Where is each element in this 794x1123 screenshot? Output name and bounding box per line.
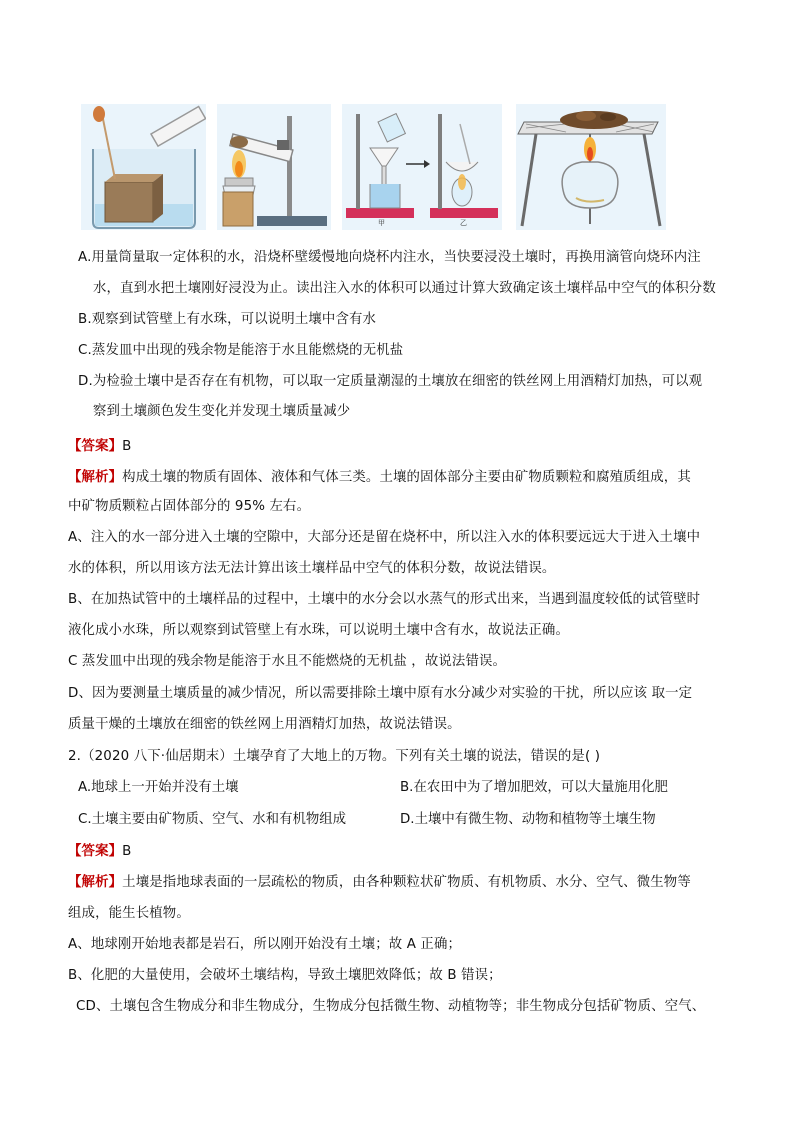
q1-option-c: C.蒸发皿中出现的残余物是能溶于水且能燃烧的无机盐: [78, 343, 404, 358]
analysis-tag: 【解析】: [68, 470, 123, 485]
q1-analysis-b-line1: B、在加热试管中的土壤样品的过程中，土壤中的水分会以水蒸气的形式出来，当遇到温度较低的试管壁时: [68, 592, 701, 607]
heated-tube-figure: [217, 104, 331, 230]
q2-analysis-line2: 组成，能生长植物。: [68, 906, 190, 921]
q2-analysis-b-line: B、化肥的大量使用，会破坏土壤结构，导致土壤肥效降低；故 B 错误；: [68, 968, 502, 983]
q1-analysis-b-line2: 液化成小水珠，所以观察到试管壁上有水珠，可以说明土壤中含有水，故说法正确。: [68, 623, 570, 638]
beaker-soil-figure: [81, 104, 206, 230]
filtration-evaporation-figure: [342, 104, 502, 230]
experiment-figures: [81, 100, 671, 232]
q1-answer: [68, 437, 132, 457]
q1-analysis-line1: 【解析】构成土壤的物质有固体、液体和气体三类。土壤的固体部分主要由矿物质颗粒和腐殖质组成，其: [68, 470, 691, 485]
answer-tag: 【答案】: [68, 439, 123, 454]
q1-option-b: B.观察到试管壁上有水珠，可以说明土壤中含有水: [78, 312, 377, 327]
q2-option-b: B.在农田中为了增加肥效，可以大量施用化肥: [400, 780, 668, 795]
q1-analysis-c-line1: C 蒸发皿中出现的残余物是能溶于水且不能燃烧的无机盐 ，故说法错误。: [68, 654, 507, 669]
q2-answer: [68, 842, 132, 862]
figure-label-right: 乙: [460, 219, 467, 227]
q2-stem: 2.（2020 八下·仙居期末）土壤孕育了大地上的万物。下列有关土壤的说法，错误的是( ): [68, 749, 601, 764]
wire-mesh-burning-figure: [516, 104, 666, 230]
answer-value: B: [122, 844, 132, 859]
q1-option-d-line1: D.为检验土壤中是否存在有机物，可以取一定质量潮湿的土壤放在细密的铁丝网上用酒精灯加热，可以观: [78, 374, 703, 389]
answer-value: B: [122, 439, 132, 454]
q1-analysis-d-line1: D、因为要测量土壤质量的减少情况，所以需要排除土壤中原有水分减少对实验的干扰，所以应该 取一定: [68, 686, 693, 701]
q2-analysis-cd-line: CD、土壤包含生物成分和非生物成分，生物成分包括微生物、动植物等；非生物成分包括矿物质、空气、: [76, 999, 706, 1014]
answer-tag: 【答案】: [68, 844, 123, 859]
figure-label-left: 甲: [378, 219, 385, 227]
q1-option-a-line1: A.用量筒量取一定体积的水，沿烧杯壁缓慢地向烧杯内注水，当快要浸没土壤时，再换用滴管向烧环内注: [78, 250, 701, 265]
q1-analysis-line2: 中矿物质颗粒占固体部分的 95% 左右。: [68, 499, 311, 514]
q1-analysis-d-line2: 质量干燥的土壤放在细密的铁丝网上用酒精灯加热，故说法错误。: [68, 717, 461, 732]
q2-analysis-line1: 【解析】土壤是指地球表面的一层疏松的物质，由各种颗粒状矿物质、有机物质、水分、空气、微生物等: [68, 875, 691, 890]
q2-option-c: C.土壤主要由矿物质、空气、水和有机物组成: [78, 812, 347, 827]
q1-analysis-a-line1: A、注入的水一部分进入土壤的空隙中，大部分还是留在烧杯中，所以注入水的体积要远远大于进入土壤中: [68, 530, 701, 545]
q1-option-a-line2: 水，直到水把土壤刚好浸没为止。读出注入水的体积可以通过计算大致确定该土壤样品中空气的体积分数: [93, 281, 716, 296]
q2-analysis-a-line: A、地球刚开始地表都是岩石，所以刚开始没有土壤；故 A 正确；: [68, 937, 462, 952]
q1-analysis-a-line2: 水的体积，所以用该方法无法计算出该土壤样品中空气的体积分数，故说法错误。: [68, 561, 556, 576]
analysis-tag: 【解析】: [68, 875, 123, 890]
q2-option-d: D.土壤中有微生物、动物和植物等土壤生物: [400, 812, 656, 827]
q1-option-d-line2: 察到土壤颜色发生变化并发现土壤质量减少: [93, 404, 351, 419]
q2-option-a: A.地球上一开始并没有土壤: [78, 780, 239, 795]
